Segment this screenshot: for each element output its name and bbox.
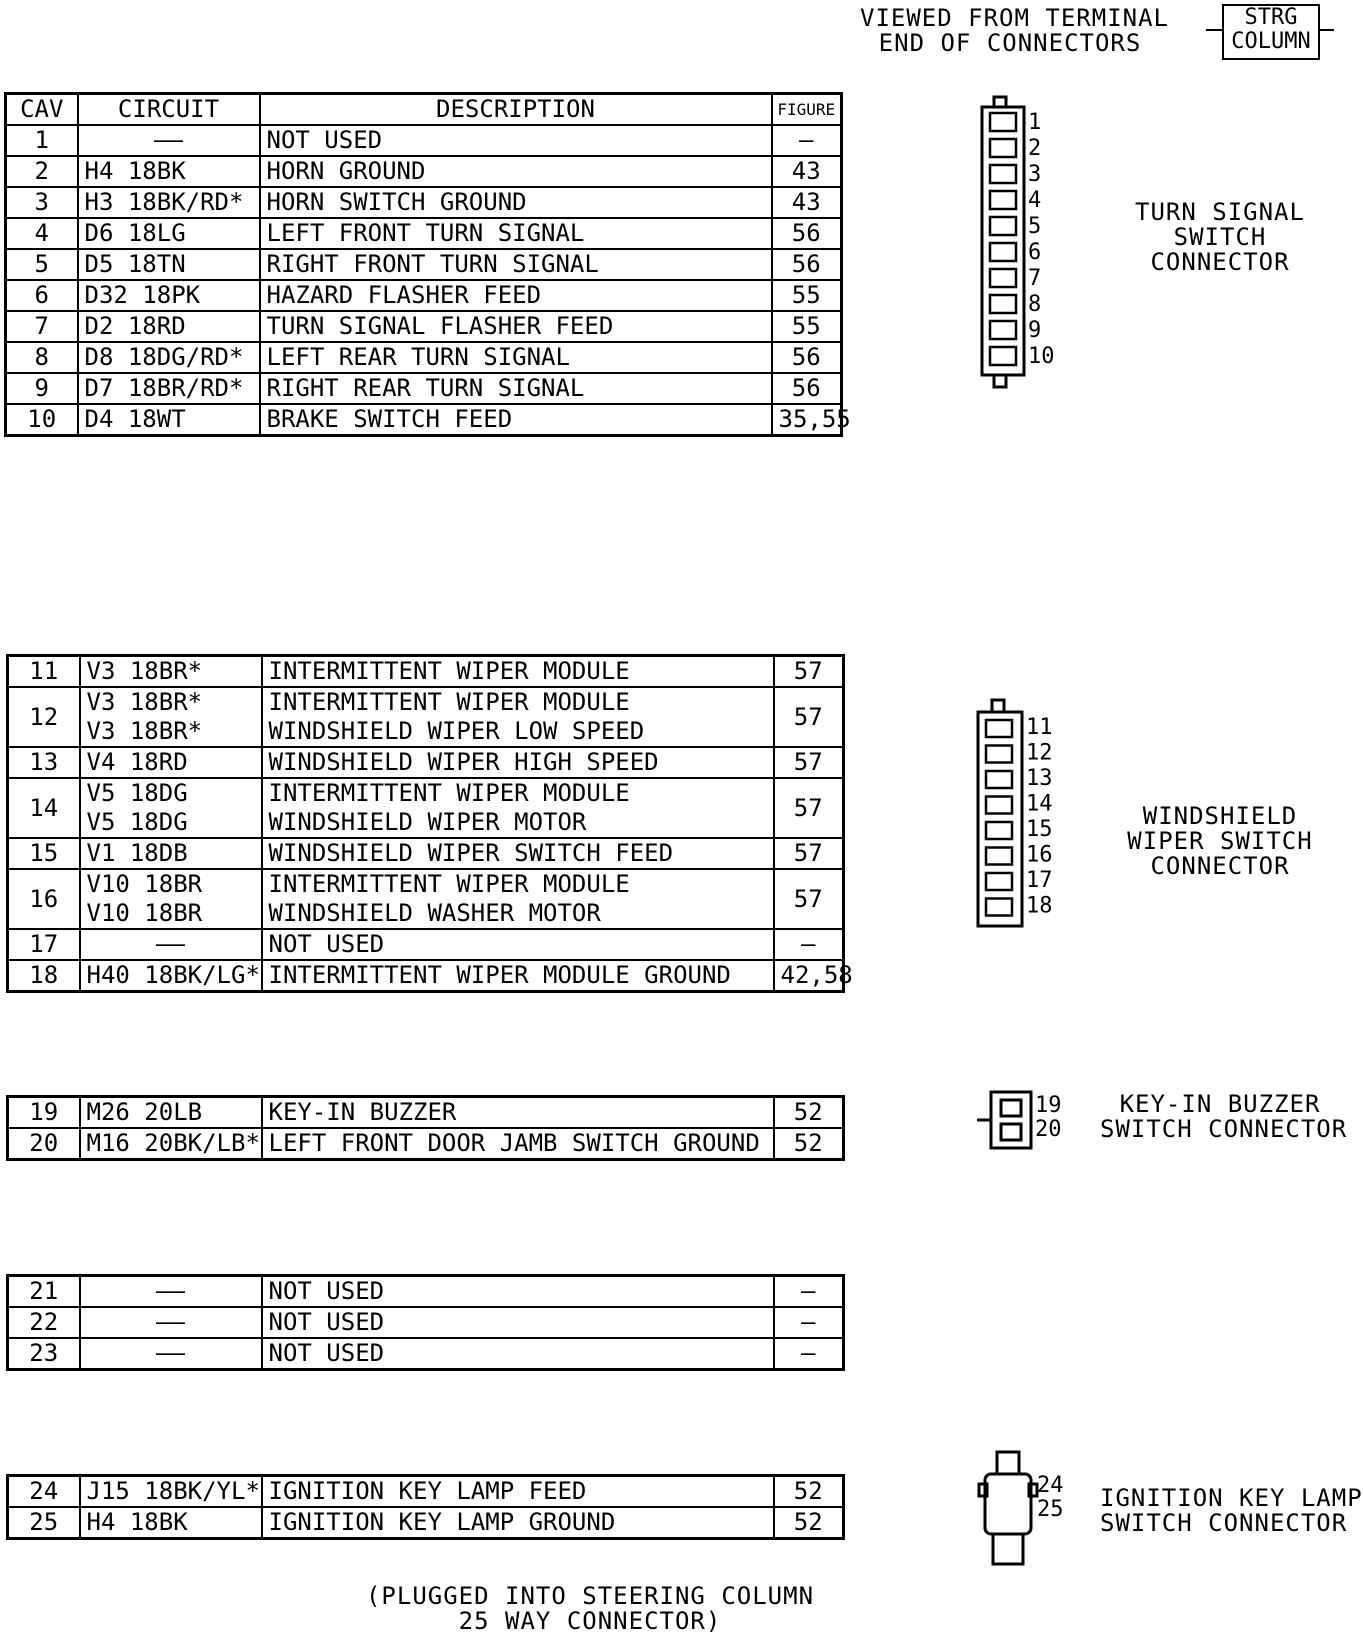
pin-number-label: 11 [1026,715,1053,740]
table-row [6,342,842,373]
pin-number-label: 12 [1026,740,1053,766]
strg-lead-left [1206,29,1222,31]
cavity-cell [990,269,1016,287]
cavity-cell [986,797,1012,814]
pin-number-label: 5 [1028,214,1042,239]
description-cell [262,687,774,747]
col-description: DESCRIPTION [260,94,772,126]
viewed-from-note [860,4,1169,57]
description-cell [260,187,772,218]
cav-cell: 21 [8,1276,80,1308]
cav-cell: 9 [6,373,78,404]
description-cell-line: IGNITION KEY LAMP FEED [268,1477,587,1505]
cavity-cell [986,899,1012,916]
table-row [8,960,844,992]
circuit-cell [78,249,260,280]
circuit-cell-line: M16 20BK/LB* [86,1129,260,1157]
ignition-lamp-connector-label [1100,1484,1363,1537]
key-in-buzzer-connector-icon [975,1086,1085,1156]
circuit-cell [80,747,262,778]
circuit-cell-line: —— [154,126,183,154]
pin-table-key-in-buzzer [6,1095,845,1161]
description-cell [262,929,774,960]
wiper-switch-connector-label [1110,804,1330,879]
pin-number-label: 6 [1028,240,1042,265]
table-row [8,838,844,869]
figure-cell: 42,58 [774,960,844,992]
circuit-cell [78,311,260,342]
cavity-cell [990,139,1016,157]
turn-signal-connector-label [1110,200,1330,275]
circuit-cell [78,373,260,404]
description-cell [262,656,774,688]
cavity-cell [990,113,1016,131]
description-cell-line: HAZARD FLASHER FEED [266,281,542,309]
cav-cell: 16 [8,869,80,929]
description-cell-line: INTERMITTENT WIPER MODULE GROUND [268,961,731,989]
circuit-cell [80,1276,262,1308]
description-cell-line: INTERMITTENT WIPER MODULE [268,870,630,898]
figure-cell: 52 [774,1097,844,1129]
circuit-cell [80,929,262,960]
figure-cell: — [772,125,842,156]
description-cell-line: WINDSHIELD WIPER SWITCH FEED [268,839,674,867]
description-cell [260,249,772,280]
description-cell [262,960,774,992]
figure-cell: 57 [774,838,844,869]
circuit-cell [78,280,260,311]
pin-number-label: 13 [1026,766,1053,791]
circuit-cell [78,156,260,187]
table-row [6,125,842,156]
circuit-cell-line: D2 18RD [84,312,186,340]
figure-cell: 43 [772,187,842,218]
circuit-cell-line: M26 20LB [86,1098,203,1126]
figure-cell: 52 [774,1476,844,1508]
description-cell-line: RIGHT REAR TURN SIGNAL [266,374,585,402]
description-cell-line: HORN SWITCH GROUND [266,188,527,216]
figure-cell: 57 [774,656,844,688]
description-cell-line: NOT USED [268,1339,385,1367]
figure-cell: 56 [772,373,842,404]
circuit-cell-line: H4 18BK [86,1508,188,1536]
pin-number-label: 16 [1026,842,1053,868]
pin-table-ignition-lamp [6,1474,845,1540]
description-cell-line: WINDSHIELD WIPER HIGH SPEED [268,748,659,776]
cav-cell: 2 [6,156,78,187]
description-cell [260,156,772,187]
circuit-cell-line: V4 18RD [86,748,188,776]
pin-number-label: 8 [1028,292,1042,317]
description-cell [262,1128,774,1160]
description-cell [262,778,774,838]
figure-cell: 43 [772,156,842,187]
table-row [8,656,844,688]
circuit-cell-line: —— [156,1277,185,1305]
table-body [8,1097,844,1160]
circuit-cell-line: —— [156,1308,185,1336]
pin-number-label: 7 [1028,266,1042,291]
wiper-switch-connector-icon [970,698,1080,938]
description-cell-line: INTERMITTENT WIPER MODULE [268,657,630,685]
cavity-cell [990,347,1016,365]
table-body [8,1276,844,1370]
cav-cell: 3 [6,187,78,218]
description-cell [262,1507,774,1539]
cavity-cell [990,191,1016,209]
circuit-cell [78,404,260,436]
figure-cell: 57 [774,747,844,778]
cavity-cell [986,822,1012,839]
circuit-cell [80,1128,262,1160]
table-row [8,1338,844,1370]
circuit-cell-line: V3 18BR* [86,657,203,685]
key-in-buzzer-connector-label [1100,1090,1348,1143]
description-cell [260,218,772,249]
circuit-cell [80,838,262,869]
pin-number-label: 20 [1035,1117,1062,1142]
circuit-cell [80,1338,262,1370]
connector-label-line: IGNITION KEY LAMP [1100,1484,1363,1512]
footer-note [360,1584,820,1634]
cav-cell: 23 [8,1338,80,1370]
description-cell-line: WINDSHIELD WIPER MOTOR [268,808,587,836]
cav-cell: 4 [6,218,78,249]
table-row [8,929,844,960]
table-header-row [6,94,842,126]
description-cell-line: HORN GROUND [266,157,426,185]
description-cell [262,869,774,929]
circuit-cell-line: D8 18DG/RD* [84,343,244,371]
table-row [8,1307,844,1338]
description-cell-line: WINDSHIELD WIPER LOW SPEED [268,717,645,745]
circuit-cell-line: V1 18DB [86,839,188,867]
description-cell-line: TURN SIGNAL FLASHER FEED [266,312,614,340]
strg-line-1: STRG [1244,5,1298,30]
table-row [8,687,844,747]
pin-number-label: 17 [1026,868,1053,893]
description-cell-line: NOT USED [268,1308,385,1336]
circuit-cell [80,687,262,747]
cav-cell: 22 [8,1307,80,1338]
pin-number-label: 19 [1035,1093,1062,1118]
cavity-cell [986,746,1012,763]
table-body [8,656,853,992]
circuit-cell-line: D6 18LG [84,219,186,247]
connector-label-line: CONNECTOR [1150,852,1290,880]
cavity-cell [986,873,1012,890]
cav-cell: 12 [8,687,80,747]
connector-label-line: CONNECTOR [1150,248,1290,276]
pin-number-label: 14 [1026,791,1053,817]
pin-table-turn-signal [4,92,851,437]
table-row [8,1476,844,1508]
cav-cell: 15 [8,838,80,869]
cavity-cell [990,217,1016,235]
cav-cell: 19 [8,1097,80,1129]
description-cell [260,342,772,373]
circuit-cell [80,1507,262,1539]
description-cell [262,838,774,869]
strg-column-box [1222,4,1320,60]
circuit-cell-line: —— [156,1339,185,1367]
circuit-cell [78,125,260,156]
col-cav: CAV [6,94,78,126]
figure-cell: 55 [772,311,842,342]
circuit-cell-line: V5 18DG [86,779,188,807]
cavity-cell [990,165,1016,183]
circuit-cell-line: D32 18PK [84,281,201,309]
viewed-line-2: END OF CONNECTORS [878,29,1142,57]
circuit-cell [80,1097,262,1129]
pin-number-label: 2 [1028,136,1042,161]
cav-cell: 14 [8,778,80,838]
connector-label-line: WIPER SWITCH [1127,827,1313,855]
connector-label-line: TURN SIGNAL [1135,198,1305,226]
connector-label-line: SWITCH [1173,223,1267,251]
table-row [8,747,844,778]
table-row [8,778,844,838]
cav-cell: 13 [8,747,80,778]
pin-table-wiper [6,654,853,993]
cav-cell: 5 [6,249,78,280]
circuit-cell-line: V5 18DG [86,808,188,836]
description-cell [262,747,774,778]
connector-label-line: WINDSHIELD [1142,802,1298,830]
cavity-cell [990,295,1016,313]
footer-line-1: (PLUGGED INTO STEERING COLUMN [365,1582,815,1610]
circuit-cell [80,778,262,838]
cav-cell: 8 [6,342,78,373]
figure-cell: 52 [774,1507,844,1539]
cav-cell: 20 [8,1128,80,1160]
description-cell [262,1307,774,1338]
circuit-cell [78,342,260,373]
circuit-cell-line: H4 18BK [84,157,186,185]
circuit-cell-line: H3 18BK/RD* [84,188,244,216]
description-cell [262,1476,774,1508]
pin-table-not-used [6,1274,845,1371]
table-row [6,373,842,404]
figure-cell: 56 [772,342,842,373]
description-cell-line: INTERMITTENT WIPER MODULE [268,779,630,807]
description-cell [260,125,772,156]
description-cell-line: NOT USED [268,930,385,958]
description-cell-line: NOT USED [268,1277,385,1305]
strg-line-2: COLUMN [1231,29,1311,54]
description-cell [260,404,772,436]
pin-number-label: 15 [1026,817,1053,842]
figure-cell: — [774,929,844,960]
table-row [8,1128,844,1160]
table-row [6,280,842,311]
description-cell-line: LEFT REAR TURN SIGNAL [266,343,570,371]
figure-cell: — [774,1307,844,1338]
cavity-cell [990,321,1016,339]
cav-cell: 1 [6,125,78,156]
table-row [6,249,842,280]
cavity-cell [986,720,1012,737]
figure-cell: 57 [774,869,844,929]
cavity-cell [990,243,1016,261]
figure-cell: 52 [774,1128,844,1160]
description-cell [260,280,772,311]
strg-lead-right [1318,29,1334,31]
cav-cell: 6 [6,280,78,311]
pin-number-label: 10 [1028,344,1055,369]
pin-number-label: 4 [1028,188,1042,213]
cavity-cell [986,848,1012,865]
figure-cell: 57 [774,687,844,747]
description-cell-line: WINDSHIELD WASHER MOTOR [268,899,601,927]
circuit-cell [80,1307,262,1338]
description-cell-line: RIGHT FRONT TURN SIGNAL [266,250,599,278]
cavity-cell [986,771,1012,788]
pin-number-label: 18 [1026,893,1053,919]
circuit-cell [80,960,262,992]
ignition-lamp-connector-icon [975,1448,1085,1568]
circuit-cell-line: D7 18BR/RD* [84,374,244,402]
viewed-line-1: VIEWED FROM TERMINAL [860,4,1169,32]
table-row [8,1507,844,1539]
description-cell-line: LEFT FRONT DOOR JAMB SWITCH GROUND [268,1129,760,1157]
circuit-cell-line: V3 18BR* [86,717,203,745]
pin-number-label: 9 [1028,318,1042,343]
table-body [6,125,851,436]
table-row [8,1097,844,1129]
cav-cell: 10 [6,404,78,436]
table-body [8,1476,844,1539]
cav-cell: 17 [8,929,80,960]
circuit-cell-line: D5 18TN [84,250,186,278]
circuit-cell-line: V10 18BR [86,899,203,927]
figure-cell: 35,55 [772,404,842,436]
description-cell [262,1276,774,1308]
circuit-cell-line: V3 18BR* [86,688,203,716]
description-cell-line: KEY-IN BUZZER [268,1098,457,1126]
cav-cell: 7 [6,311,78,342]
cav-cell: 18 [8,960,80,992]
pin-number-label: 1 [1028,110,1042,135]
description-cell-line: IGNITION KEY LAMP GROUND [268,1508,616,1536]
pin-number-label: 3 [1028,162,1042,187]
figure-cell: 56 [772,218,842,249]
connector-label-line: SWITCH CONNECTOR [1100,1115,1348,1143]
table-row [8,869,844,929]
table-row [6,156,842,187]
table-row [8,1276,844,1308]
figure-cell: 55 [772,280,842,311]
col-circuit: CIRCUIT [78,94,260,126]
circuit-cell-line: J15 18BK/YL* [86,1477,260,1505]
description-cell-line: BRAKE SWITCH FEED [266,405,513,433]
figure-cell: 57 [774,778,844,838]
circuit-cell [78,187,260,218]
cav-cell: 11 [8,656,80,688]
table-row [6,311,842,342]
circuit-cell-line: D4 18WT [84,405,186,433]
figure-cell: — [774,1276,844,1308]
table-row [6,187,842,218]
description-cell [260,373,772,404]
description-cell-line: LEFT FRONT TURN SIGNAL [266,219,585,247]
connector-label-line: KEY-IN BUZZER [1119,1090,1321,1118]
cav-cell: 25 [8,1507,80,1539]
pin-number-label: 25 [1037,1497,1064,1522]
description-cell [262,1097,774,1129]
figure-cell: — [774,1338,844,1370]
circuit-cell [80,1476,262,1508]
pin-number-label: 24 [1037,1473,1064,1498]
figure-cell: 56 [772,249,842,280]
circuit-cell [78,218,260,249]
circuit-cell-line: V10 18BR [86,870,203,898]
turn-signal-connector-icon [960,95,1070,395]
table-row [6,218,842,249]
description-cell-line: NOT USED [266,126,383,154]
description-cell-line: INTERMITTENT WIPER MODULE [268,688,630,716]
connector-label-line: SWITCH CONNECTOR [1100,1509,1348,1537]
description-cell [260,311,772,342]
circuit-cell [80,869,262,929]
col-figure: FIGURE [772,94,842,126]
circuit-cell [80,656,262,688]
table-row [6,404,842,436]
cav-cell: 24 [8,1476,80,1508]
circuit-cell-line: H40 18BK/LG* [86,961,260,989]
circuit-cell-line: —— [156,930,185,958]
description-cell [262,1338,774,1370]
footer-line-2: 25 WAY CONNECTOR) [458,1607,722,1635]
